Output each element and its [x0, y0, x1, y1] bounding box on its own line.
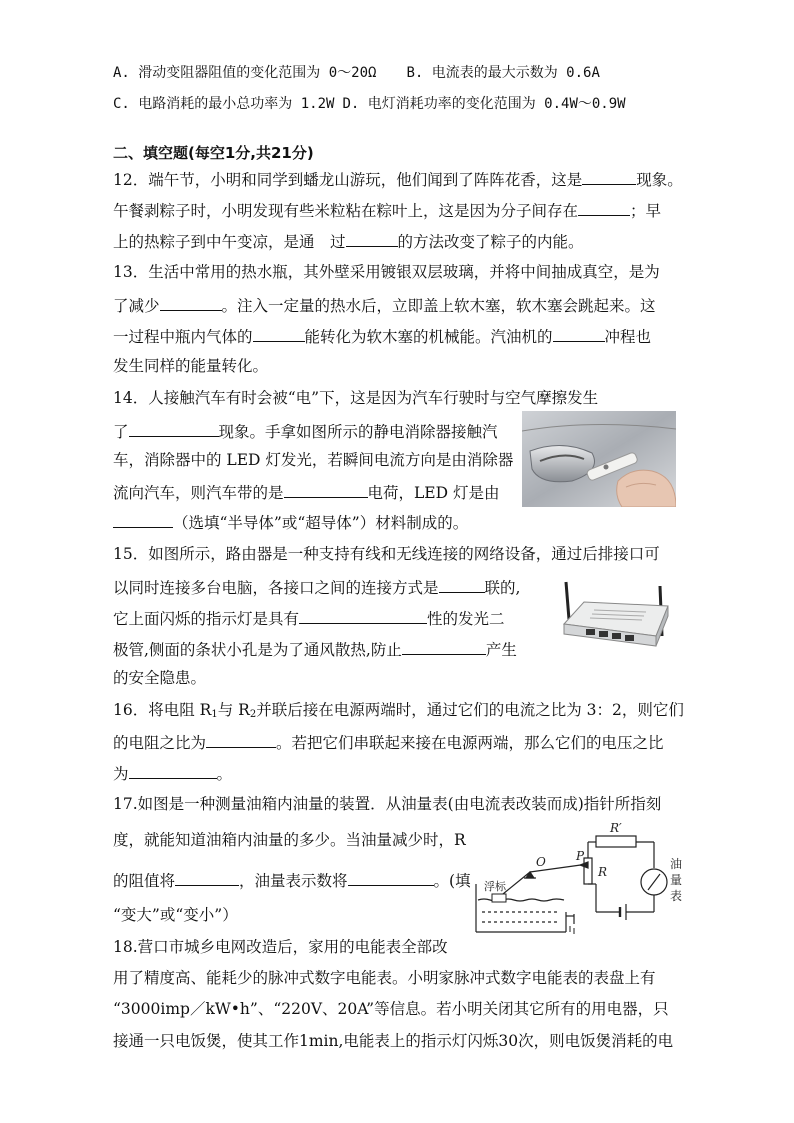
q14-blank3[interactable] [113, 511, 173, 528]
q13-line1: 13．生活中常用的热水瓶，其外壁采用镀银双层玻璃，并将中间抽成真空，是为 [113, 263, 660, 281]
section-title: 二、填空题(每空1分,共21分) [113, 144, 314, 162]
option-c-d-row [113, 94, 626, 114]
q16-line3: 为 。 [113, 762, 232, 784]
option-d: D. 电灯消耗功率的变化范围为 0.4W～0.9W [342, 96, 626, 112]
q13-blank2[interactable] [253, 325, 305, 342]
q16-blank2[interactable] [129, 762, 217, 779]
q17-line2: 度，就能知道油箱内油量的多少。当油量减少时，R [113, 831, 466, 849]
q12-blank1[interactable] [582, 168, 636, 185]
q18-line2: 用了精度高、能耗少的脉冲式数字电能表。小明家脉冲式数字电能表的表盘上有 [113, 969, 656, 987]
q14-line1: 14．人接触汽车有时会被“电”下，这是因为汽车行驶时与空气摩擦发生 [113, 389, 599, 407]
label-p: P [576, 849, 585, 863]
option-a: A. 滑动变阻器阻值的变化范围为 0～20Ω [113, 65, 377, 81]
q16-blank1[interactable] [206, 731, 276, 748]
label-r: R [598, 865, 608, 879]
oil-gauge-circuit-figure [470, 820, 690, 938]
car-door-static-eliminator-figure [522, 411, 676, 507]
q15-line1: 15．如图所示，路由器是一种支持有线和无线连接的网络设备，通过后排接口可 [113, 545, 660, 563]
q14-blank2[interactable] [284, 481, 368, 498]
q15-line2: 以同时连接多台电脑，各接口之间的连接方式是 联的, [113, 576, 520, 598]
label-oil-meter-char: 油 [670, 857, 683, 871]
q12-line1: 12．端午节，小明和同学到蟠龙山游玩，他们闻到了阵阵花香，这是 现象。 [113, 168, 683, 190]
option-a-b-row [113, 63, 600, 83]
q15-blank1[interactable] [439, 576, 485, 593]
label-o: O [536, 855, 546, 869]
q15-blank3[interactable] [402, 638, 486, 655]
q18-line1: 18.营口市城乡电网改造后，家用的电能表全部改 [113, 938, 448, 956]
q13-blank1[interactable] [160, 294, 222, 311]
q17-line3: 的阻值将 ，油量表示数将 。(填 [113, 869, 471, 891]
label-oil-meter-char: 表 [670, 889, 683, 903]
q18-line4: 接通一只电饭煲，使其工作1min,电能表上的指示灯闪烁30次，则电饭煲消耗的电 [113, 1032, 674, 1050]
q12-blank3[interactable] [346, 230, 398, 247]
q13-line2: 了减少 。注入一定量的热水后，立即盖上软木塞，软木塞会跳起来。这 [113, 294, 656, 316]
q18-line3: “3000imp／kW•h”、“220V、20A”等信息。若小明关闭其它所有的用电器，只 [113, 1000, 669, 1018]
q17-blank1[interactable] [175, 869, 239, 886]
label-oil-meter [670, 856, 682, 903]
q14-line3: 车，消除器中的 LED 灯发光，若瞬间电流方向是由消除器 [113, 451, 514, 469]
label-float: 浮标 [484, 880, 506, 893]
q15-line4: 极管,侧面的条状小孔是为了通风散热,防止 产生 [113, 638, 517, 660]
q15-line3: 它上面闪烁的指示灯是具有 性的发光二 [113, 607, 505, 629]
q13-line4: 发生同样的能量转化。 [113, 357, 269, 375]
q16-line2: 的电阻之比为 。若把它们串联起来接在电源两端，那么它们的电压之比 [113, 731, 664, 753]
q17-line1: 17.如图是一种测量油箱内油量的装置．从油量表(由电流表改装而成)指针所指刻 [113, 795, 662, 813]
option-c: C. 电路消耗的最小总功率为 1.2W [113, 96, 335, 112]
q14-blank1[interactable] [129, 420, 219, 437]
q14-line2: 了 现象。手拿如图所示的静电消除器接触汽 [113, 420, 498, 442]
label-oil-meter-char: 量 [670, 873, 683, 887]
q12-line2: 午餐剥粽子时，小明发现有些米粒粘在粽叶上，这是因为分子间存在 ；早 [113, 199, 661, 221]
q16-line1: 16．将电阻 $R_1$与 $R_2$并联后接在电源两端时，通过它们的电流之比为 3：2，则它们 [113, 701, 684, 720]
option-b: B. 电流表的最大示数为 0.6A [406, 65, 600, 81]
q14-line5: （选填“半导体”或“超导体”）材料制成的。 [113, 511, 468, 533]
router-figure [556, 576, 674, 654]
q12-line3: 上的热粽子到中午变凉，是通 过 的方法改变了粽子的内能。 [113, 230, 584, 252]
q12-blank2[interactable] [578, 199, 630, 216]
q15-line5: 的安全隐患。 [113, 669, 207, 687]
label-r-prime: R′ [610, 821, 622, 835]
q15-blank2[interactable] [299, 607, 427, 624]
q17-blank2[interactable] [348, 869, 434, 886]
q14-line4: 流向汽车，则汽车带的是 电荷，LED 灯是由 [113, 481, 499, 503]
q13-line3: 一过程中瓶内气体的 能转化为软木塞的机械能。汽油机的 冲程也 [113, 325, 651, 347]
q17-line4: “变大”或“变小”） [113, 906, 238, 924]
q13-blank3[interactable] [553, 325, 605, 342]
